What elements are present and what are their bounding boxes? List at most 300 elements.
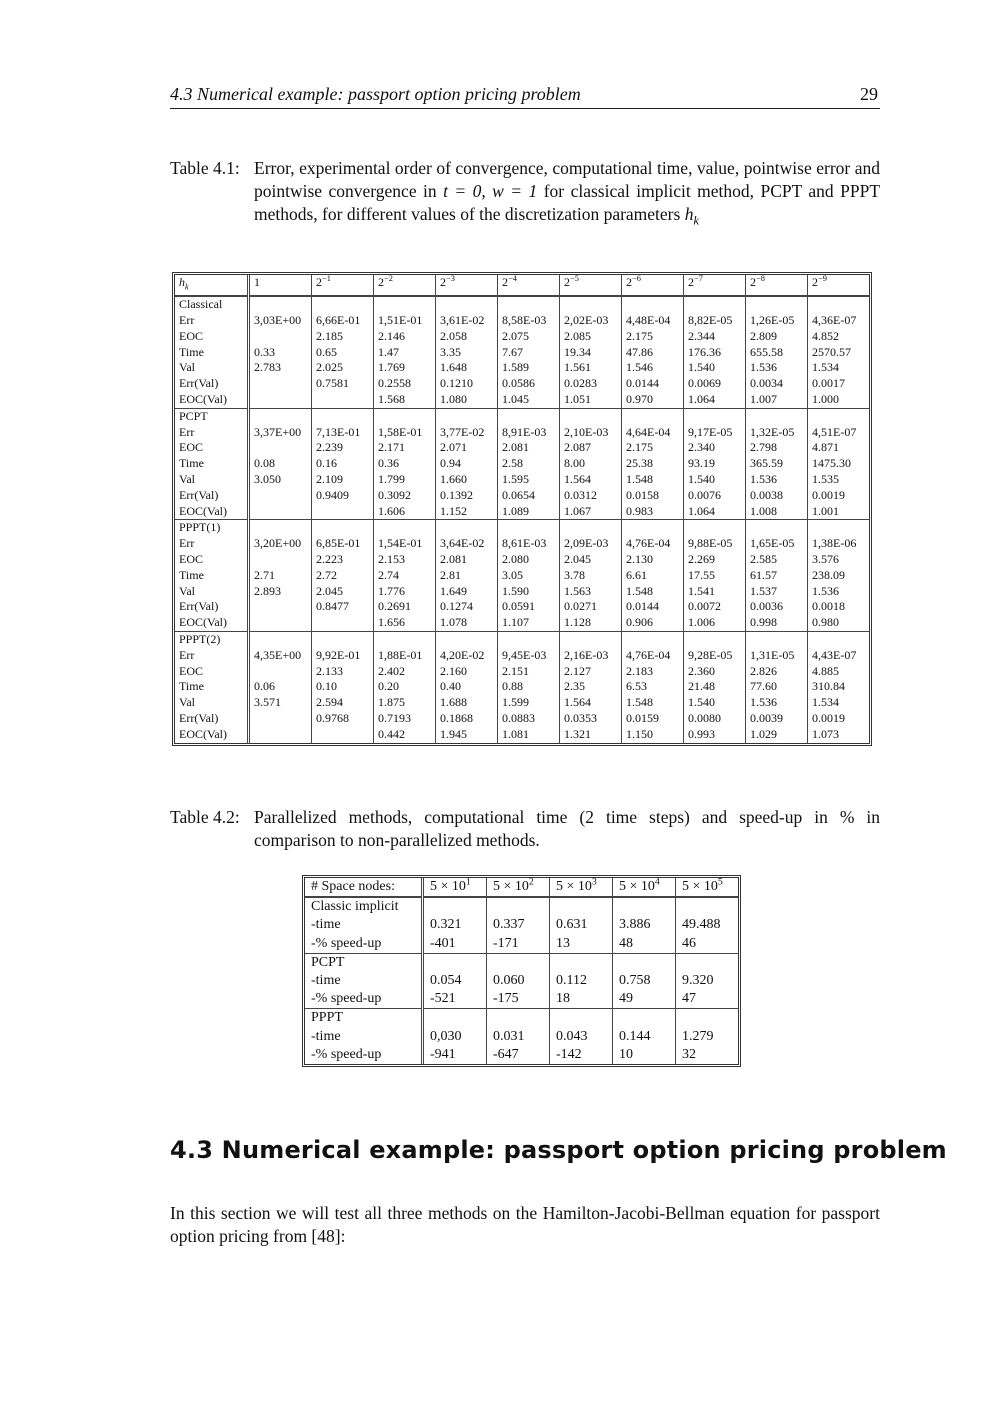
table1-caption-text: Error, experimental order of convergence, computational time, value, pointwise error and pointwise convergence in t = 0, w = 1 for classical implicit method, PCPT and PPPT methods, for different values of the discretization parameters $h_k$ — [254, 158, 881, 228]
table1-cell — [249, 440, 312, 456]
table1-cell: 2.183 — [622, 664, 684, 680]
table1-cell: 2.075 — [498, 329, 560, 345]
table2-cell: 0.144 — [613, 1028, 676, 1046]
table1-cell: 17.55 — [684, 568, 746, 584]
table2-cell: 10 — [613, 1046, 676, 1064]
table1-cell: 2.783 — [249, 360, 312, 376]
table1-cell: 2.74 — [374, 568, 436, 584]
table1-row-label: EOC — [179, 551, 203, 566]
table1-cell: 2.080 — [498, 552, 560, 568]
table1-cell — [746, 520, 808, 536]
table1-row-label: Err — [179, 312, 195, 327]
table1-cell: 1.564 — [560, 472, 622, 488]
table2-cell — [676, 953, 739, 972]
table1-row — [175, 599, 869, 615]
table1-cell: 2.798 — [746, 440, 808, 456]
table1-row — [175, 472, 869, 488]
table2-row — [305, 972, 738, 990]
running-title: 4.3 Numerical example: passport option pricing problem — [170, 84, 581, 104]
table1-row — [175, 568, 869, 584]
table1-cell: 1.546 — [622, 360, 684, 376]
table1-cell: 1,58E-01 — [374, 425, 436, 441]
table1-cell: 2.35 — [560, 679, 622, 695]
table1-cell: 2.109 — [312, 472, 374, 488]
table1-cell — [498, 408, 560, 424]
table1-cell — [436, 631, 498, 647]
table1-cell: 2.081 — [498, 440, 560, 456]
table1-cell — [312, 504, 374, 520]
table1-cell: 0.983 — [622, 504, 684, 520]
table1-cell: 2.239 — [312, 440, 374, 456]
table2-row-label: -% speed-up — [311, 1046, 382, 1062]
table1-cell: 1.589 — [498, 360, 560, 376]
table1-cell: 1,88E-01 — [374, 648, 436, 664]
table1-cell: 1.150 — [622, 727, 684, 743]
table1-cell: 4,64E-04 — [622, 425, 684, 441]
table1-cell: 2,09E-03 — [560, 536, 622, 552]
table2-cell: -142 — [550, 1046, 613, 1064]
table1-cell — [436, 520, 498, 536]
table1-cell: 0.1210 — [436, 376, 498, 392]
table2-cell: 0.631 — [550, 916, 613, 934]
table1-cell: 0.7581 — [312, 376, 374, 392]
table2-block-name: Classic implicit — [311, 899, 399, 915]
table1-cell — [249, 392, 312, 408]
table1-header-cell: 1 — [249, 275, 312, 296]
table1-cell — [249, 408, 312, 424]
table2-cell: -171 — [487, 935, 550, 954]
table1-cell: 2.151 — [498, 664, 560, 680]
table1-cell: 2.72 — [312, 568, 374, 584]
table1-cell: 238.09 — [808, 568, 870, 584]
table1-cell: 1.073 — [808, 727, 870, 743]
table1-cell: 1.536 — [746, 695, 808, 711]
table1-cell: 1.128 — [560, 615, 622, 631]
table2-cell — [550, 897, 613, 916]
table1-cell — [312, 296, 374, 313]
table2-cell — [423, 897, 487, 916]
table1-cell: 1.064 — [684, 504, 746, 520]
table1-cell: 1.007 — [746, 392, 808, 408]
table1-cell: 0.88 — [498, 679, 560, 695]
table1-cell: 1,51E-01 — [374, 313, 436, 329]
table1-cell: 2.085 — [560, 329, 622, 345]
table1-cell: 0.9409 — [312, 488, 374, 504]
table1-row-label: Err(Val) — [179, 487, 219, 502]
table1-row-label: Err — [179, 424, 195, 439]
table1-cell: 0.0069 — [684, 376, 746, 392]
table1-header-label: $h_k$ — [175, 275, 249, 296]
table2-cell: -941 — [423, 1046, 487, 1064]
table1-row-label: Err(Val) — [179, 376, 219, 391]
table1 — [172, 272, 872, 746]
table1-row — [175, 345, 869, 361]
table1-cell: 2.045 — [312, 584, 374, 600]
table2-cell — [423, 1009, 487, 1028]
table1-row — [175, 711, 869, 727]
table1-row-label: Time — [179, 567, 204, 582]
table1-cell: 8,58E-03 — [498, 313, 560, 329]
table2-row — [305, 990, 738, 1009]
table1-cell: 7.67 — [498, 345, 560, 361]
table1-row-label: EOC — [179, 663, 203, 678]
table1-cell: 3,61E-02 — [436, 313, 498, 329]
table1-row — [175, 584, 869, 600]
table1-cell: 0.0072 — [684, 599, 746, 615]
table1-cell: 2.594 — [312, 695, 374, 711]
table1-caption — [170, 157, 880, 233]
table1-cell: 0.0158 — [622, 488, 684, 504]
table1-row-label: EOC(Val) — [179, 503, 227, 518]
table1-cell — [249, 615, 312, 631]
table1-block-row — [175, 520, 869, 536]
table1-cell — [436, 296, 498, 313]
table1-row-label: Err(Val) — [179, 599, 219, 614]
table1-cell: 1.47 — [374, 345, 436, 361]
table1-cell: 1.001 — [808, 504, 870, 520]
table1-cell: 0.36 — [374, 456, 436, 472]
table2-cell: 0.112 — [550, 972, 613, 990]
table1-row-label: Val — [179, 471, 195, 486]
table2-cell — [487, 897, 550, 916]
table1-cell: 3.78 — [560, 568, 622, 584]
table1-row — [175, 329, 869, 345]
table1-cell: 0.0312 — [560, 488, 622, 504]
table1-cell: 0.0076 — [684, 488, 746, 504]
table1-cell: 0.2558 — [374, 376, 436, 392]
table1-cell — [374, 520, 436, 536]
table1-cell: 8,91E-03 — [498, 425, 560, 441]
table1-header-cell: $2^{-9}$ — [808, 275, 870, 296]
table1-cell: 1.006 — [684, 615, 746, 631]
table1-cell: 1.648 — [436, 360, 498, 376]
table2-row-label: -% speed-up — [311, 991, 382, 1007]
table1-cell: 2.809 — [746, 329, 808, 345]
table2-header-cell: $5 \times 10^4$ — [613, 878, 676, 897]
table1-cell: 9,17E-05 — [684, 425, 746, 441]
table2-cell: 49 — [613, 990, 676, 1009]
table1-cell — [684, 520, 746, 536]
table1-cell: 2.045 — [560, 552, 622, 568]
table1-cell — [436, 408, 498, 424]
table1-cell: 0.0144 — [622, 599, 684, 615]
table2-cell: 32 — [676, 1046, 739, 1064]
table2-cell — [487, 1009, 550, 1028]
table1-cell: 0.0353 — [560, 711, 622, 727]
table1-row — [175, 488, 869, 504]
table1-row-label: Time — [179, 344, 204, 359]
table2-cell — [423, 953, 487, 972]
table1-cell: 3.35 — [436, 345, 498, 361]
table1-cell: 47.86 — [622, 345, 684, 361]
table1-cell: 2.087 — [560, 440, 622, 456]
table1-cell: 0.0038 — [746, 488, 808, 504]
table1-row-label: EOC — [179, 440, 203, 455]
table1-cell: 0.94 — [436, 456, 498, 472]
table1-cell — [498, 631, 560, 647]
table1-header-cell: $2^{-4}$ — [498, 275, 560, 296]
table1-cell: 4,51E-07 — [808, 425, 870, 441]
table2-cell: 0.337 — [487, 916, 550, 934]
table1-cell — [374, 408, 436, 424]
table1-cell — [622, 296, 684, 313]
table1-cell: 2.153 — [374, 552, 436, 568]
table1-cell: 77.60 — [746, 679, 808, 695]
table1-cell — [746, 296, 808, 313]
table1-cell — [498, 296, 560, 313]
table1-block-name: PPPT(2) — [175, 631, 249, 647]
table1-cell: 1.688 — [436, 695, 498, 711]
table1-cell — [249, 631, 312, 647]
table2-cell: 49.488 — [676, 916, 739, 934]
table1-cell: 2.223 — [312, 552, 374, 568]
table1-row — [175, 536, 869, 552]
table1-cell: 0.8477 — [312, 599, 374, 615]
table1-cell: 0.993 — [684, 727, 746, 743]
table1-cell — [249, 711, 312, 727]
table1-cell — [312, 520, 374, 536]
table1-cell: 0.0586 — [498, 376, 560, 392]
table2-cell: 13 — [550, 935, 613, 954]
table1-cell: 655.58 — [746, 345, 808, 361]
table1-cell: 1.595 — [498, 472, 560, 488]
table1-cell: 1.081 — [498, 727, 560, 743]
table2-cell: -521 — [423, 990, 487, 1009]
table2-header-cell: $5 \times 10^5$ — [676, 878, 739, 897]
table1-cell: 3.571 — [249, 695, 312, 711]
table1-row — [175, 664, 869, 680]
table1-cell: 0.970 — [622, 392, 684, 408]
table2-header-label: # Space nodes: — [305, 878, 423, 897]
table1-cell: 1.540 — [684, 472, 746, 488]
table1-cell: 4,20E-02 — [436, 648, 498, 664]
table1-cell: 1.000 — [808, 392, 870, 408]
table1-cell — [746, 408, 808, 424]
table1-cell: 2.360 — [684, 664, 746, 680]
table1-row-label: Err — [179, 647, 195, 662]
table1-header-cell: $2^{-2}$ — [374, 275, 436, 296]
table1-cell: 0.33 — [249, 345, 312, 361]
table2-block-row — [305, 897, 738, 916]
table1-row-label: Err(Val) — [179, 710, 219, 725]
table1-row-label: EOC — [179, 328, 203, 343]
table1-cell: 2,02E-03 — [560, 313, 622, 329]
table1-cell: 1.534 — [808, 695, 870, 711]
table1-cell: 25.38 — [622, 456, 684, 472]
table1-header-cell: $2^{-3}$ — [436, 275, 498, 296]
table1-cell: 2.893 — [249, 584, 312, 600]
table1-row — [175, 376, 869, 392]
table1-cell: 2570.57 — [808, 345, 870, 361]
table2-cell: 47 — [676, 990, 739, 1009]
table1-row — [175, 425, 869, 441]
table2-header-cell: $5 \times 10^1$ — [423, 878, 487, 897]
table1-cell: 7,13E-01 — [312, 425, 374, 441]
table2-cell: 0.031 — [487, 1028, 550, 1046]
table1-cell: 3,64E-02 — [436, 536, 498, 552]
table1-block-name: PCPT — [175, 408, 249, 424]
table1-cell: 0.0159 — [622, 711, 684, 727]
table2-cell: 0.054 — [423, 972, 487, 990]
table1-cell: 0.16 — [312, 456, 374, 472]
table2-header-row — [305, 878, 738, 897]
table1-cell — [684, 631, 746, 647]
table1-cell — [560, 408, 622, 424]
table2-cell — [613, 953, 676, 972]
table1-row — [175, 504, 869, 520]
table1-cell: 1.563 — [560, 584, 622, 600]
table1-cell: 3.050 — [249, 472, 312, 488]
table2-cell: 46 — [676, 935, 739, 954]
table2-row — [305, 1046, 738, 1064]
table2-row-label: -% speed-up — [311, 935, 382, 951]
table1-cell: 1.769 — [374, 360, 436, 376]
table1-row — [175, 615, 869, 631]
table1-row — [175, 552, 869, 568]
table1-cell: 1,38E-06 — [808, 536, 870, 552]
table1-cell: 2.146 — [374, 329, 436, 345]
table1-cell: 1.540 — [684, 695, 746, 711]
table1-cell: 1.561 — [560, 360, 622, 376]
table1-cell: 3,20E+00 — [249, 536, 312, 552]
table1-cell: 0.65 — [312, 345, 374, 361]
table2-cell — [676, 897, 739, 916]
table1-cell: 9,45E-03 — [498, 648, 560, 664]
table1-cell: 0.40 — [436, 679, 498, 695]
table1-cell: 2.133 — [312, 664, 374, 680]
table1-cell: 2.81 — [436, 568, 498, 584]
table1-cell: 8.00 — [560, 456, 622, 472]
table1-cell: 4,43E-07 — [808, 648, 870, 664]
table1-cell: 1.078 — [436, 615, 498, 631]
table1-cell: 2.160 — [436, 664, 498, 680]
table1-cell: 1.067 — [560, 504, 622, 520]
table1-cell: 1,65E-05 — [746, 536, 808, 552]
table1-cell: 4,76E-04 — [622, 648, 684, 664]
table1-cell — [808, 520, 870, 536]
table1-cell — [684, 408, 746, 424]
table1-cell: 0.0017 — [808, 376, 870, 392]
table1-cell: 8,61E-03 — [498, 536, 560, 552]
table1-cell — [808, 631, 870, 647]
table2-cell: 0.321 — [423, 916, 487, 934]
table1-row-label: EOC(Val) — [179, 615, 227, 630]
table2-row — [305, 1028, 738, 1046]
table1-cell: 2.171 — [374, 440, 436, 456]
table2-row — [305, 916, 738, 934]
table1-cell: 0.10 — [312, 679, 374, 695]
table1-cell: 365.59 — [746, 456, 808, 472]
table1-block-name: PPPT(1) — [175, 520, 249, 536]
table2-label: Table 4.2: — [170, 807, 240, 827]
table1-cell: 1.656 — [374, 615, 436, 631]
table1-cell: 6,66E-01 — [312, 313, 374, 329]
table1-cell: 2.185 — [312, 329, 374, 345]
table1-cell: 1.568 — [374, 392, 436, 408]
table2-cell — [676, 1009, 739, 1028]
table1-cell: 61.57 — [746, 568, 808, 584]
table1-cell: 1.107 — [498, 615, 560, 631]
table1-cell: 1.080 — [436, 392, 498, 408]
table1-cell — [374, 631, 436, 647]
table1-cell: 6,85E-01 — [312, 536, 374, 552]
table1-cell — [808, 296, 870, 313]
table1-cell: 0.0271 — [560, 599, 622, 615]
table1-header-cell: $2^{-1}$ — [312, 275, 374, 296]
page-number: 29 — [860, 84, 878, 104]
table1-cell — [622, 520, 684, 536]
table1-cell: 1.008 — [746, 504, 808, 520]
table1-row — [175, 313, 869, 329]
table1-cell — [560, 296, 622, 313]
table1-cell: 4,48E-04 — [622, 313, 684, 329]
table1-cell — [249, 552, 312, 568]
table1-header-cell: $2^{-5}$ — [560, 275, 622, 296]
table1-cell — [622, 631, 684, 647]
table1-cell — [560, 631, 622, 647]
table1-row — [175, 392, 869, 408]
table2-row — [305, 935, 738, 954]
table1-cell: 2.175 — [622, 329, 684, 345]
table1-cell: 1.534 — [808, 360, 870, 376]
table1-cell — [249, 520, 312, 536]
table1-cell: 1.660 — [436, 472, 498, 488]
table1-cell: 0.0654 — [498, 488, 560, 504]
table2-caption — [170, 806, 880, 852]
table1-cell: 3.05 — [498, 568, 560, 584]
table1-header-cell: $2^{-7}$ — [684, 275, 746, 296]
table2-cell: 0.758 — [613, 972, 676, 990]
table1-cell: 21.48 — [684, 679, 746, 695]
table1-cell — [312, 727, 374, 743]
table2 — [302, 875, 741, 1067]
table1-cell: 1.875 — [374, 695, 436, 711]
table1-cell: 1.536 — [746, 472, 808, 488]
table1-cell: 1.548 — [622, 695, 684, 711]
table2-row-label: -time — [311, 1028, 341, 1044]
table1-cell: 1.599 — [498, 695, 560, 711]
table2-cell: 48 — [613, 935, 676, 954]
table1-cell: 0.1274 — [436, 599, 498, 615]
table1-cell: 1,26E-05 — [746, 313, 808, 329]
table1-cell: 8,82E-05 — [684, 313, 746, 329]
table2-cell: 3.886 — [613, 916, 676, 934]
table1-cell: 1.152 — [436, 504, 498, 520]
table1-cell: 1.606 — [374, 504, 436, 520]
table1-cell: 2.344 — [684, 329, 746, 345]
table2-caption-text: Parallelized methods, computational time (2 time steps) and speed-up in % in comparison to non-parallelized methods. — [254, 807, 880, 850]
table1-cell: 1,54E-01 — [374, 536, 436, 552]
table1-row-label: EOC(Val) — [179, 726, 227, 741]
table1-cell: 0.0018 — [808, 599, 870, 615]
table1-cell: 3,37E+00 — [249, 425, 312, 441]
table1-block-row — [175, 296, 869, 313]
table1-cell — [249, 376, 312, 392]
table1-cell — [746, 631, 808, 647]
table1-cell: 4.871 — [808, 440, 870, 456]
table1-cell: 1.536 — [808, 584, 870, 600]
table1-cell: 0.2691 — [374, 599, 436, 615]
table1-cell: 3,77E-02 — [436, 425, 498, 441]
table1-cell: 1,31E-05 — [746, 648, 808, 664]
table1-row-label: Time — [179, 456, 204, 471]
table1-row — [175, 648, 869, 664]
table1-cell: 9,28E-05 — [684, 648, 746, 664]
table1-cell: 4.885 — [808, 664, 870, 680]
table2-block-name: PPPT — [305, 1009, 423, 1028]
table1-cell: 0.906 — [622, 615, 684, 631]
table2-header-cell: $5 \times 10^3$ — [550, 878, 613, 897]
